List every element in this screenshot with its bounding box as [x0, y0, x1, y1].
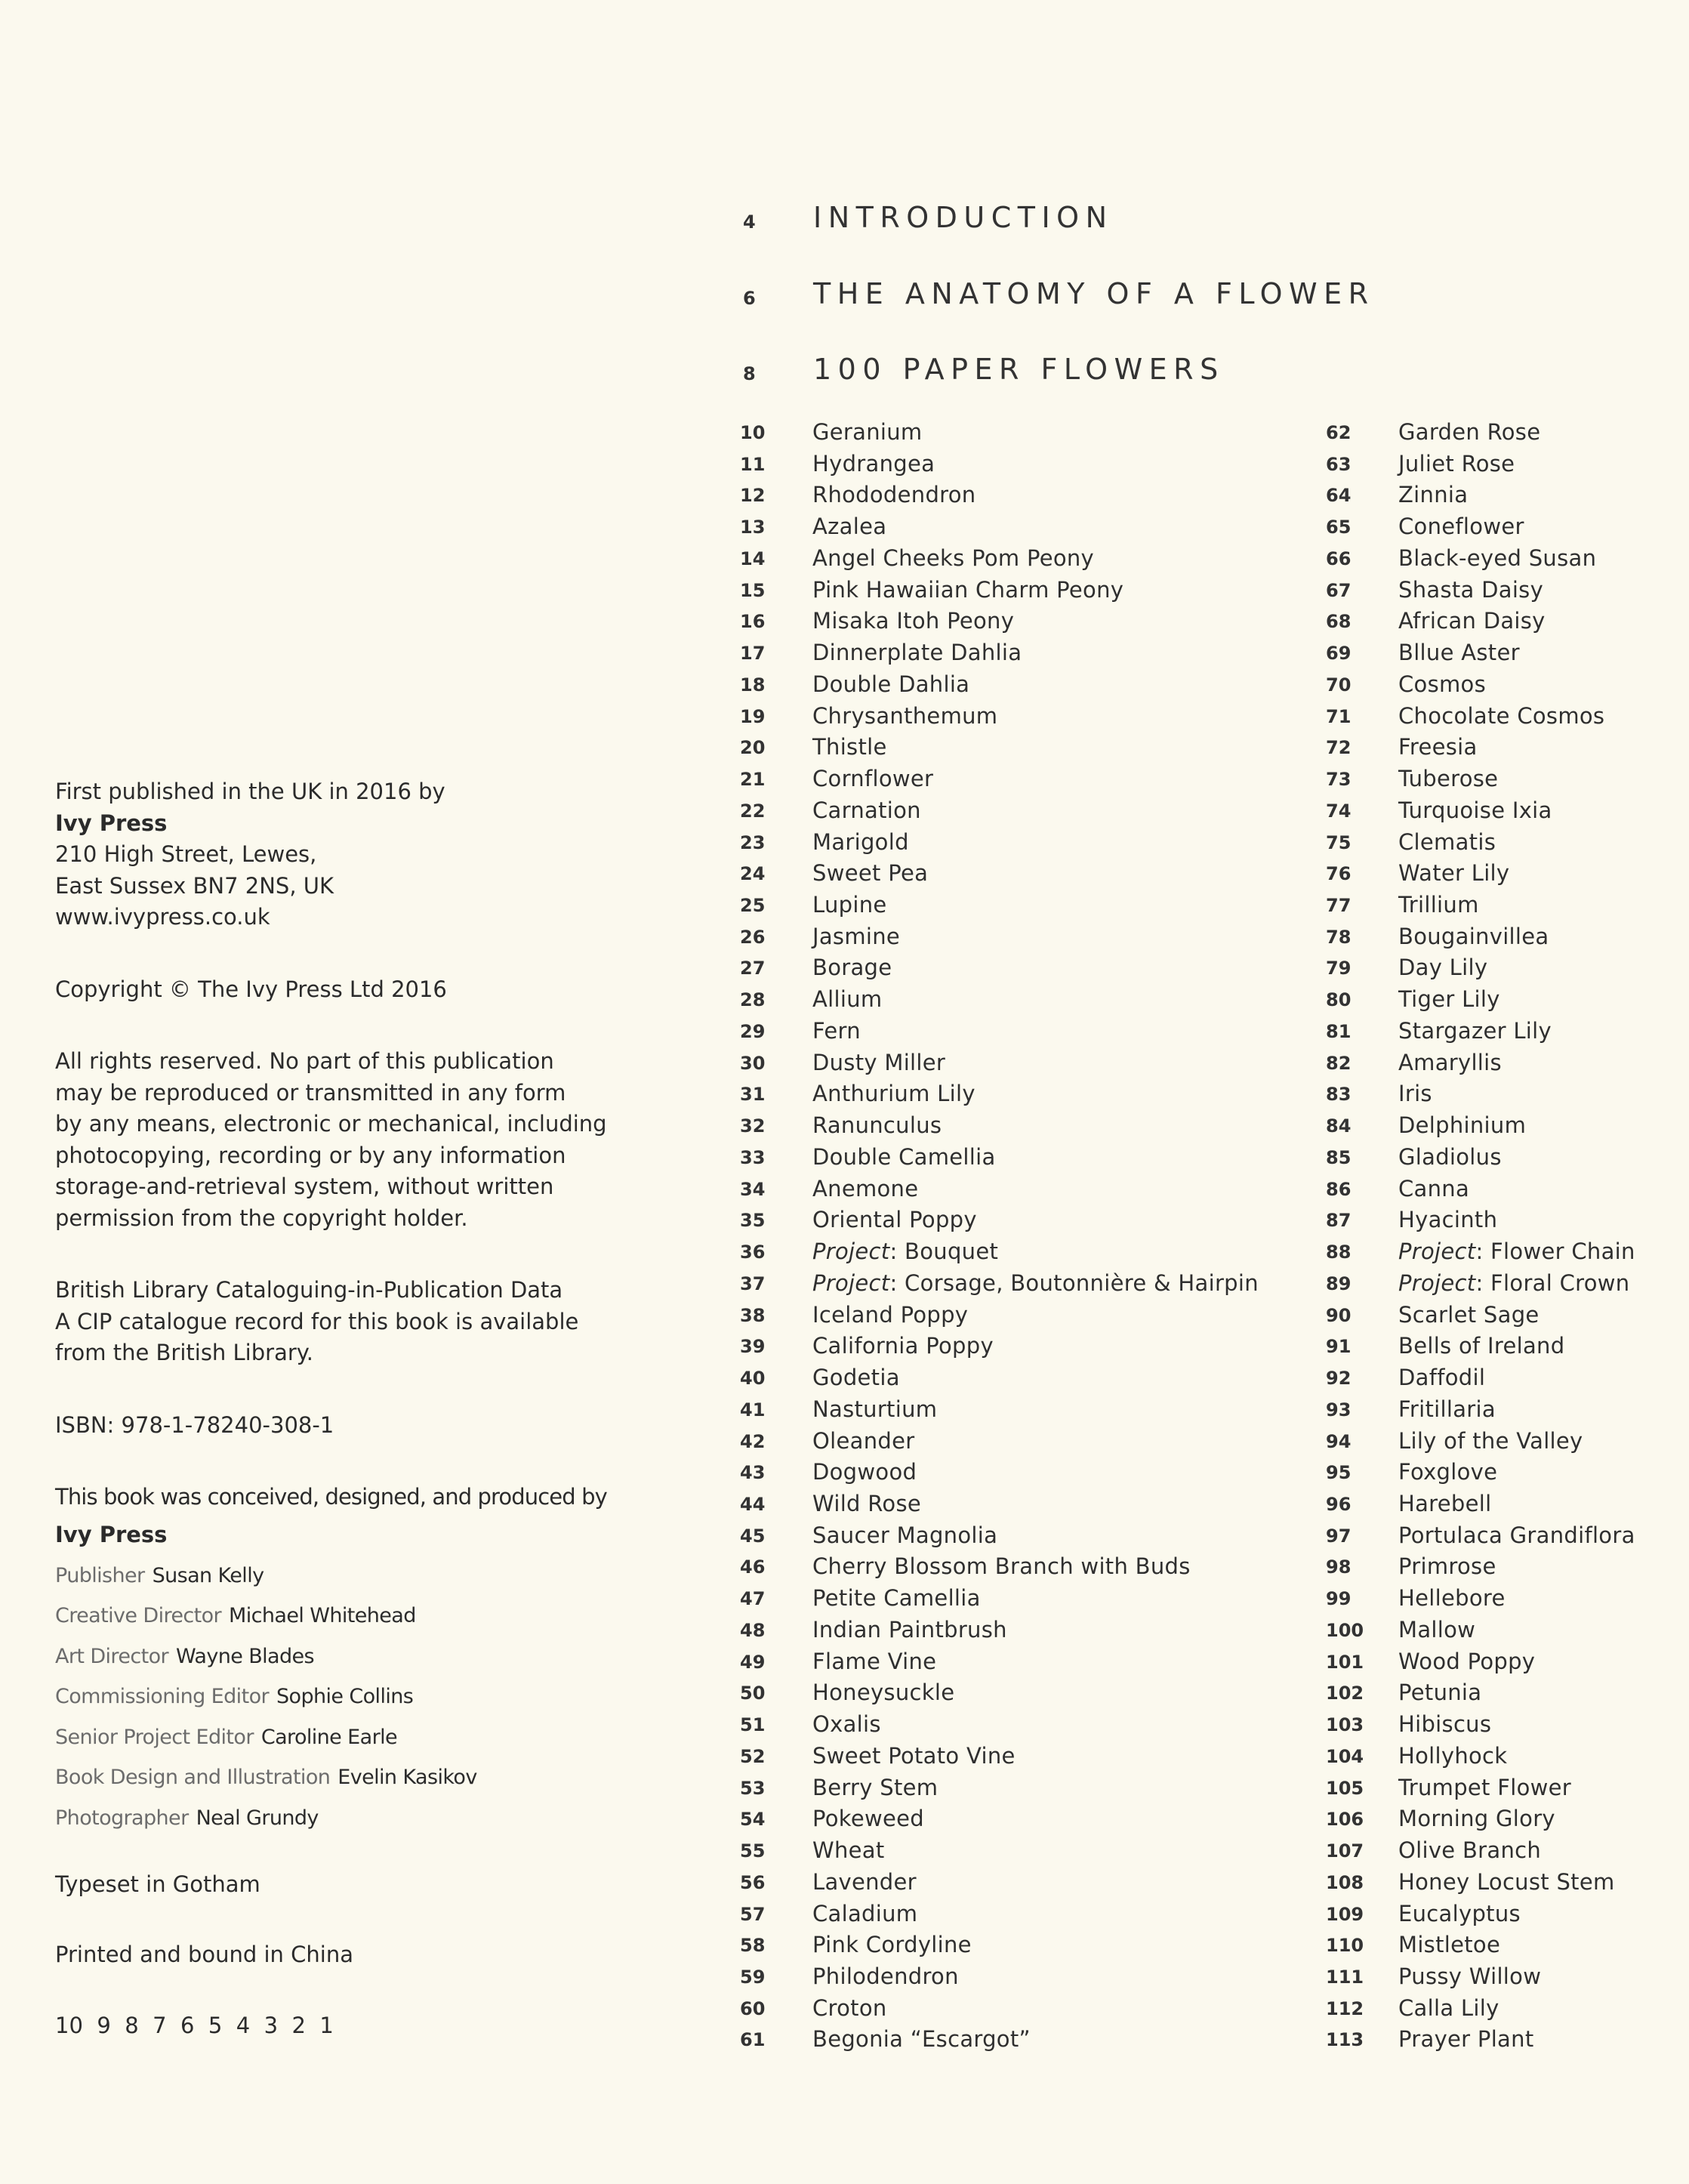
toc-entry-title: Cherry Blossom Branch with Buds — [812, 1553, 1191, 1580]
toc-entry-title: Tiger Lily — [1398, 986, 1500, 1013]
toc-entry-page: 11 — [740, 453, 766, 475]
credit-row — [55, 1717, 644, 1758]
toc-entry-title: Morning Glory — [1398, 1806, 1555, 1832]
toc-entry-title: Azalea — [812, 514, 887, 540]
toc-entry-title: Lily of the Valley — [1398, 1427, 1583, 1454]
toc-entry-page: 51 — [740, 1714, 766, 1736]
toc-entry-title: Honey Locust Stem — [1398, 1868, 1615, 1895]
toc-entry-page: 63 — [1326, 453, 1352, 475]
heading-title: THE ANATOMY OF A FLOWER — [813, 277, 1375, 310]
first-published-line: First published in the UK in 2016 by — [55, 779, 445, 804]
toc-entry-page: 10 — [740, 422, 766, 443]
toc-entry-page: 14 — [740, 548, 766, 569]
heading-page-number: 8 — [743, 363, 756, 384]
cip-statement — [55, 1275, 644, 1369]
toc-entry-title: Juliet Rose — [1398, 450, 1515, 477]
rights-line: All rights reserved. No part of this publication — [55, 1048, 554, 1074]
toc-entry-page: 13 — [740, 517, 766, 538]
toc-entry-page: 106 — [1326, 1809, 1364, 1831]
toc-entry-title: Wood Poppy — [1398, 1648, 1536, 1674]
toc-entry-page: 45 — [740, 1525, 766, 1547]
toc-entry-title: Berry Stem — [812, 1774, 939, 1800]
toc-entry-title: Primrose — [1398, 1553, 1496, 1580]
toc-entry-title: Wild Rose — [812, 1490, 922, 1516]
toc-entry-page: 60 — [740, 1997, 766, 2019]
rights-line: by any means, electronic or mechanical, including — [55, 1111, 607, 1137]
toc-entry-page: 78 — [1326, 926, 1352, 948]
toc-entry-page: 75 — [1326, 831, 1352, 853]
toc-entry-page: 101 — [1326, 1651, 1364, 1673]
toc-entry-title: Freesia — [1398, 734, 1478, 760]
toc-entry-title: Mistletoe — [1398, 1932, 1501, 1958]
toc-entry-title: Daffodil — [1398, 1365, 1486, 1391]
toc-entry-title: Begonia “Escargot” — [812, 2026, 1031, 2053]
toc-entry-page: 49 — [740, 1651, 766, 1673]
cip-line: A CIP catalogue record for this book is available — [55, 1308, 579, 1334]
toc-entry-page: 36 — [740, 1242, 766, 1263]
toc-entry-page: 82 — [1326, 1052, 1352, 1074]
credit-role: Commissioning Editor — [55, 1685, 269, 1709]
toc-entry-title: Black-eyed Susan — [1398, 544, 1597, 571]
toc-entry-title: Hellebore — [1398, 1585, 1506, 1612]
project-prefix: Project — [1398, 1239, 1476, 1265]
toc-entry-title: Oleander — [812, 1427, 915, 1454]
rights-line: storage-and-retrieval system, without written — [55, 1174, 554, 1199]
credit-role: Publisher — [55, 1563, 145, 1587]
toc-entry-title: Pink Hawaiian Charm Peony — [812, 576, 1124, 603]
toc-entry-title: Iris — [1398, 1081, 1432, 1107]
toc-entry-title: Canna — [1398, 1175, 1470, 1202]
toc-entry-title: Cornflower — [812, 766, 934, 792]
toc-entry-page: 34 — [740, 1178, 766, 1200]
toc-entry-title: Petunia — [1398, 1680, 1482, 1706]
cip-line: British Library Cataloguing-in-Publication Data — [55, 1277, 563, 1303]
toc-entry-page: 103 — [1326, 1714, 1364, 1736]
isbn: ISBN: 978-1-78240-308-1 — [55, 1411, 334, 1438]
credit-row — [55, 1757, 644, 1798]
toc-entry-title: Bells of Ireland — [1398, 1333, 1565, 1359]
toc-entry-title: Water Lily — [1398, 860, 1510, 887]
printed-note: Printed and bound in China — [55, 1942, 353, 1968]
toc-entry-title: Hydrangea — [812, 450, 935, 477]
toc-entry-page: 17 — [740, 643, 766, 665]
toc-entry-page: 80 — [1326, 989, 1352, 1011]
credit-name: Neal Grundy — [196, 1806, 319, 1831]
toc-entry-page: 44 — [740, 1493, 766, 1515]
toc-entry-page: 110 — [1326, 1935, 1364, 1957]
toc-entry-title: Lupine — [812, 892, 887, 918]
toc-entry-title: Oriental Poppy — [812, 1207, 977, 1233]
toc-entry-page: 88 — [1326, 1242, 1352, 1263]
credits-list — [55, 1556, 644, 1839]
toc-entry-page: 86 — [1326, 1178, 1352, 1200]
credit-name: Susan Kelly — [152, 1563, 264, 1587]
toc-entry-title: Sweet Potato Vine — [812, 1742, 1016, 1769]
toc-entry-title: Day Lily — [1398, 955, 1488, 981]
credit-name: Wayne Blades — [176, 1644, 315, 1668]
toc-entry-page: 30 — [740, 1052, 766, 1074]
toc-entry-title: Chrysanthemum — [812, 702, 998, 729]
toc-entry-page: 111 — [1326, 1966, 1364, 1988]
toc-entry-page: 33 — [740, 1146, 766, 1168]
credit-row — [55, 1556, 644, 1596]
toc-entry-page: 12 — [740, 485, 766, 507]
toc-entry-title: Petite Camellia — [812, 1585, 981, 1612]
toc-entry-title: Gladiolus — [1398, 1143, 1502, 1170]
toc-entry-page: 72 — [1326, 737, 1352, 759]
toc-entry-page: 16 — [740, 611, 766, 633]
toc-entry-title: Portulaca Grandiflora — [1398, 1522, 1635, 1548]
toc-entry-page: 20 — [740, 737, 766, 759]
toc-entry-page: 89 — [1326, 1272, 1352, 1294]
toc-entry-title: Bougainvillea — [1398, 923, 1549, 949]
toc-entry-title: Bllue Aster — [1398, 640, 1520, 666]
toc-entry-page: 91 — [1326, 1336, 1352, 1358]
toc-entry-title: Trillium — [1398, 892, 1479, 918]
credit-role: Art Director — [55, 1644, 169, 1668]
toc-entry-page: 69 — [1326, 643, 1352, 665]
toc-entry-title — [1398, 1239, 1635, 1264]
toc-entry-title: Hyacinth — [1398, 1207, 1498, 1233]
toc-entry-title: Carnation — [812, 797, 921, 823]
toc-entry-title: Turquoise Ixia — [1398, 797, 1552, 823]
toc-entry-page: 46 — [740, 1556, 766, 1578]
credit-name: Sophie Collins — [276, 1685, 414, 1709]
toc-entry-title: Trumpet Flower — [1398, 1774, 1572, 1800]
toc-entry-page: 59 — [740, 1966, 766, 1988]
toc-entry-page: 74 — [1326, 800, 1352, 822]
toc-entry-page: 84 — [1326, 1115, 1352, 1137]
toc-entry-title: Stargazer Lily — [1398, 1017, 1552, 1044]
address-line-2: East Sussex BN7 2NS, UK — [55, 872, 334, 899]
toc-entry-title: Dusty Miller — [812, 1049, 946, 1075]
toc-entry-title: Marigold — [812, 828, 909, 855]
produced-by-line: This book was conceived, designed, and produced by — [55, 1484, 607, 1510]
toc-entry-page: 27 — [740, 958, 766, 979]
toc-entry-page: 29 — [740, 1020, 766, 1042]
toc-entry-page: 52 — [740, 1745, 766, 1767]
toc-entry-page: 108 — [1326, 1871, 1364, 1893]
toc-entry-title: Fern — [812, 1017, 861, 1044]
toc-entry-title: Nasturtium — [812, 1396, 938, 1422]
address-line-1: 210 High Street, Lewes, — [55, 841, 317, 867]
toc-entry-title: Fritillaria — [1398, 1396, 1496, 1422]
toc-entry-page: 48 — [740, 1619, 766, 1641]
toc-entry-page: 15 — [740, 579, 766, 601]
toc-entry-title — [812, 1270, 1259, 1296]
toc-entry-page: 71 — [1326, 705, 1352, 727]
project-title: : Corsage, Boutonnière & Hairpin — [889, 1269, 1259, 1296]
toc-entry-title: California Poppy — [812, 1333, 994, 1359]
toc-entry-title: Ranunculus — [812, 1112, 942, 1139]
credit-name: Michael Whitehead — [229, 1604, 416, 1628]
toc-entry-title: Garden Rose — [1398, 419, 1541, 445]
project-prefix: Project — [812, 1269, 890, 1296]
credit-name: Evelin Kasikov — [337, 1766, 477, 1790]
toc-entry-title: Double Camellia — [812, 1143, 996, 1170]
toc-entry-page: 64 — [1326, 485, 1352, 507]
toc-entry-title: Calla Lily — [1398, 1994, 1499, 2021]
toc-entry-page: 43 — [740, 1462, 766, 1484]
toc-entry-page: 100 — [1326, 1619, 1364, 1641]
toc-entry-page: 35 — [740, 1210, 766, 1232]
credit-row — [55, 1798, 644, 1839]
toc-entry-page: 73 — [1326, 769, 1352, 791]
toc-entry-title: Mallow — [1398, 1616, 1476, 1643]
credit-role: Book Design and Illustration — [55, 1766, 331, 1790]
toc-entry-title: Chocolate Cosmos — [1398, 702, 1605, 729]
toc-entry-title: Philodendron — [812, 1963, 959, 1989]
toc-entry-page: 23 — [740, 831, 766, 853]
credit-role: Photographer — [55, 1806, 189, 1831]
toc-entry-title: Hibiscus — [1398, 1711, 1492, 1738]
toc-entry-page: 105 — [1326, 1777, 1364, 1799]
project-prefix: Project — [812, 1239, 890, 1265]
toc-entry-title: Sweet Pea — [812, 860, 929, 887]
credit-role: Senior Project Editor — [55, 1725, 254, 1749]
toc-entry-page: 90 — [1326, 1304, 1352, 1326]
toc-entry-page: 18 — [740, 674, 766, 696]
toc-entry-page: 107 — [1326, 1840, 1364, 1862]
heading-page-number: 4 — [743, 211, 756, 233]
toc-entry-title: Zinnia — [1398, 482, 1469, 508]
toc-entry-page: 97 — [1326, 1525, 1352, 1547]
toc-entry-title: Tuberose — [1398, 766, 1499, 792]
toc-entry-page: 62 — [1326, 422, 1352, 443]
toc-entry-title — [1398, 1270, 1629, 1296]
toc-entry-title: Anemone — [812, 1175, 919, 1202]
toc-entry-page: 31 — [740, 1084, 766, 1106]
heading-title: INTRODUCTION — [813, 201, 1114, 234]
toc-entry-title: Jasmine — [812, 923, 901, 949]
toc-entry-title: Croton — [812, 1994, 887, 2021]
toc-entry-title: Thistle — [812, 734, 887, 760]
toc-entry-page: 38 — [740, 1304, 766, 1326]
toc-entry-page: 54 — [740, 1809, 766, 1831]
publisher-website: www.ivypress.co.uk — [55, 904, 270, 930]
toc-entry-page: 37 — [740, 1272, 766, 1294]
toc-entry-title: Flame Vine — [812, 1648, 937, 1674]
toc-entry-page: 50 — [740, 1683, 766, 1704]
toc-entry-page: 40 — [740, 1368, 766, 1390]
toc-entry-title: Borage — [812, 955, 892, 981]
toc-entry-title: Pussy Willow — [1398, 1963, 1542, 1989]
toc-entry-title: Foxglove — [1398, 1459, 1498, 1485]
publisher-name: Ivy Press — [55, 810, 168, 836]
cip-line: from the British Library. — [55, 1340, 314, 1365]
toc-entry-title: Misaka Itoh Peony — [812, 608, 1015, 634]
toc-entry-title: Iceland Poppy — [812, 1301, 969, 1328]
toc-entry-page: 70 — [1326, 674, 1352, 696]
toc-entry-page: 77 — [1326, 895, 1352, 917]
toc-entry-page: 32 — [740, 1115, 766, 1137]
project-title: : Flower Chain — [1475, 1239, 1635, 1265]
toc-entry-page: 26 — [740, 926, 766, 948]
toc-entry-title: Hollyhock — [1398, 1742, 1508, 1769]
toc-entry-page: 79 — [1326, 958, 1352, 979]
toc-entry-title: Pokeweed — [812, 1806, 925, 1832]
toc-entry-page: 47 — [740, 1588, 766, 1610]
toc-entry-page: 76 — [1326, 863, 1352, 885]
toc-entry-title: Allium — [812, 986, 883, 1013]
toc-entry-title — [812, 1239, 998, 1264]
toc-entry-title: Wheat — [812, 1837, 885, 1864]
toc-entry-page: 56 — [740, 1871, 766, 1893]
toc-entry-title: Clematis — [1398, 828, 1496, 855]
toc-entry-page: 19 — [740, 705, 766, 727]
toc-entry-page: 22 — [740, 800, 766, 822]
print-line: 10 9 8 7 6 5 4 3 2 1 — [55, 2012, 334, 2038]
credit-role: Creative Director — [55, 1604, 222, 1628]
credit-name: Caroline Earle — [260, 1725, 397, 1749]
toc-entry-title: Prayer Plant — [1398, 2026, 1534, 2053]
heading-page-number: 6 — [743, 288, 756, 309]
toc-entry-title: Harebell — [1398, 1490, 1492, 1516]
toc-entry-title: Honeysuckle — [812, 1680, 955, 1706]
toc-entry-page: 81 — [1326, 1020, 1352, 1042]
toc-entry-page: 113 — [1326, 2029, 1364, 2051]
toc-entry-title: Coneflower — [1398, 514, 1524, 540]
toc-entry-page: 92 — [1326, 1368, 1352, 1390]
toc-entry-title: Double Dahlia — [812, 671, 970, 697]
toc-entry-title: Caladium — [812, 1900, 918, 1926]
toc-entry-page: 21 — [740, 769, 766, 791]
toc-entry-title: Amaryllis — [1398, 1049, 1502, 1075]
toc-entry-page: 28 — [740, 989, 766, 1011]
toc-entry-page: 39 — [740, 1336, 766, 1358]
toc-entry-title: Rhododendron — [812, 482, 976, 508]
toc-entry-page: 24 — [740, 863, 766, 885]
credit-row — [55, 1636, 644, 1677]
rights-line: permission from the copyright holder. — [55, 1205, 468, 1231]
toc-entry-title: Cosmos — [1398, 671, 1487, 697]
toc-entry-page: 25 — [740, 895, 766, 917]
toc-entry-title: Anthurium Lily — [812, 1081, 975, 1107]
toc-entry-page: 99 — [1326, 1588, 1352, 1610]
toc-entry-title: Delphinium — [1398, 1112, 1527, 1139]
credit-row — [55, 1596, 644, 1636]
toc-entry-title: Olive Branch — [1398, 1837, 1542, 1864]
toc-entry-page: 57 — [740, 1903, 766, 1925]
toc-entry-title: Oxalis — [812, 1711, 881, 1738]
toc-entry-page: 55 — [740, 1840, 766, 1862]
project-prefix: Project — [1398, 1269, 1476, 1296]
toc-entry-page: 42 — [740, 1430, 766, 1452]
toc-entry-page: 61 — [740, 2029, 766, 2051]
toc-entry-title: Shasta Daisy — [1398, 576, 1544, 603]
toc-entry-page: 67 — [1326, 579, 1352, 601]
credit-row — [55, 1677, 644, 1717]
toc-entry-page: 93 — [1326, 1399, 1352, 1421]
imprint-column — [55, 776, 644, 2041]
toc-entry-page: 66 — [1326, 548, 1352, 569]
copyright-notice: Copyright © The Ivy Press Ltd 2016 — [55, 976, 447, 1002]
typeset-note: Typeset in Gotham — [55, 1871, 260, 1897]
toc-entry-title: African Daisy — [1398, 608, 1546, 634]
toc-entry-page: 96 — [1326, 1493, 1352, 1515]
toc-entry-title: Indian Paintbrush — [812, 1616, 1007, 1643]
rights-line: photocopying, recording or by any information — [55, 1142, 566, 1168]
toc-entry-title: Geranium — [812, 419, 923, 445]
toc-entry-page: 94 — [1326, 1430, 1352, 1452]
toc-entry-page: 112 — [1326, 1997, 1364, 2019]
toc-entry-title: Pink Cordyline — [812, 1932, 972, 1958]
project-title: : Floral Crown — [1475, 1269, 1630, 1296]
toc-entry-page: 104 — [1326, 1745, 1364, 1767]
toc-entry-title: Dogwood — [812, 1459, 917, 1485]
toc-entry-page: 98 — [1326, 1556, 1352, 1578]
rights-line: may be reproduced or transmitted in any form — [55, 1079, 566, 1106]
toc-entry-page: 65 — [1326, 517, 1352, 538]
toc-entry-page: 109 — [1326, 1903, 1364, 1925]
toc-entry-page: 85 — [1326, 1146, 1352, 1168]
toc-entry-page: 102 — [1326, 1683, 1364, 1704]
toc-entry-title: Angel Cheeks Pom Peony — [812, 544, 1095, 571]
rights-statement — [55, 1046, 644, 1234]
toc-entry-title: Scarlet Sage — [1398, 1301, 1540, 1328]
toc-entry-title: Saucer Magnolia — [812, 1522, 998, 1548]
heading-title: 100 PAPER FLOWERS — [813, 353, 1225, 386]
toc-entry-title: Lavender — [812, 1868, 917, 1895]
toc-entry-title: Dinnerplate Dahlia — [812, 640, 1022, 666]
producer-name: Ivy Press — [55, 1521, 168, 1547]
toc-entry-page: 53 — [740, 1777, 766, 1799]
toc-entry-page: 95 — [1326, 1462, 1352, 1484]
toc-entry-page: 58 — [740, 1935, 766, 1957]
toc-entry-page: 68 — [1326, 611, 1352, 633]
project-title: : Bouquet — [889, 1239, 999, 1265]
toc-entry-title: Eucalyptus — [1398, 1900, 1521, 1926]
toc-entry-page: 83 — [1326, 1084, 1352, 1106]
toc-entry-title: Godetia — [812, 1365, 900, 1391]
toc-entry-page: 41 — [740, 1399, 766, 1421]
toc-entry-page: 87 — [1326, 1210, 1352, 1232]
